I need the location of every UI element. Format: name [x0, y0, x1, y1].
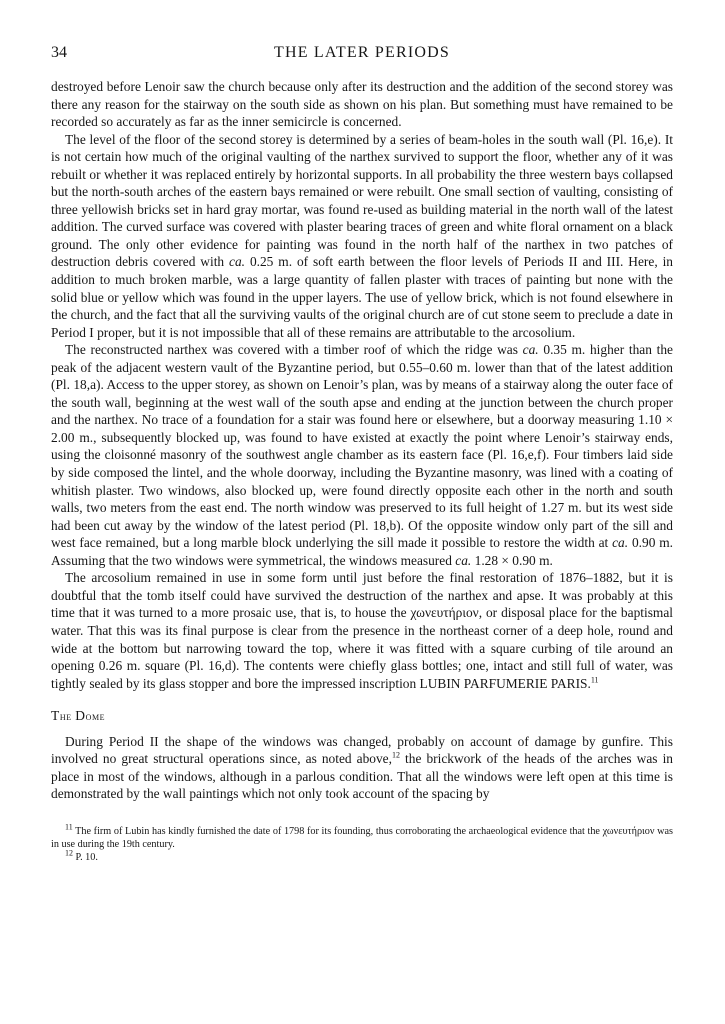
paragraph-1: destroyed before Lenoir saw the church because only after its destruction and the addition of the second storey was there any reason for the stairway on the south side as shown on his plan. But something must have remained to be recorded so accurately as far as the inner semicircle is concerned.: [51, 79, 673, 130]
paragraph-2: The level of the floor of the second storey is determined by a series of beam-holes in the south wall (Pl. 16,e). It is not certain how much of the original vaulting of the narthex survived to support the floor, whether any of it was rebuilt or whether it was replaced entirely by horizontal supports. In all probability the three western bays collapsed but the north-south arches of the eastern bays remained or were rebuilt. One small section of vaulting, consisting of three yellowish bricks set in hard gray mortar, was found re-used as building material in the north wall of the latest addition. The curved surface was covered with plaster bearing traces of green and white floral ornament on a black ground. The only other evidence for painting was found in the north half of the narthex in two patches of destruction debris covered with ca. 0.25 m. of soft earth between the floor levels of Periods II and III. Here, in addition to much broken marble, was a large quantity of fallen plaster with traces of painting but none with the solid blue or yellow which was found in the upper layers. The use of yellow brick, which is not found elsewhere in the church, and the fact that all the surviving vaults of the original church are of cut stone seem to preclude a date in Period I proper, but it is not impossible that all of these remains are attributable to the arcosolium.: [51, 131, 673, 340]
section-heading: The Dome: [51, 708, 106, 724]
footnote-ref-12[interactable]: 12: [391, 750, 400, 760]
footnote-11: $^{11}$ The firm of Lubin has kindly furnished the date of 1798 for its founding, thus corroborating the archaeological evidence that the χωνευτήριον was in use during the 19th century.: [51, 822, 673, 850]
paragraph-3: The reconstructed narthex was covered with a timber roof of which the ridge was ca. 0.35 m. higher than the peak of the adjacent western vault of the Byzantine period, but 0.55–0.60 m. lower than that of the latest addition (Pl. 18,a). Access to the upper storey, as shown on Lenoir’s plan, was by means of a stairway along the outer face of the south wall, beginning at the west wall of the south apse and ending at the junction between the church proper and the narthex. No trace of a foundation for a stair was found here or elsewhere, but a doorway measuring 1.10 × 2.00 m., subsequently blocked up, was found to have existed at exactly the point where Lenoir’s stairway ends, using the cloisonné masonry of the southwest angle chamber as its eastern face (Pl. 16,e,f). Four timbers laid side by side composed the lintel, and the whole doorway, including the Byzantine masonry, was lined with a coating of whitish plaster. Two windows, also blocked up, were found directly opposite each other in the north and south walls, two meters from the east end. The north window was preserved to its full height of 1.27 m. but its west side had been cut away by the window of the latest period (Pl. 18,b). Of the opposite window only part of the sill and west face remained, but a long marble block underlying the sill made it possible to restore the width at ca. 0.90 m. Assuming that the two windows were symmetrical, the windows measured ca. 1.28 × 0.90 m.: [51, 342, 673, 568]
footnote-12: $^{12}$ P. 10.: [65, 848, 98, 863]
running-head: THE LATER PERIODS: [274, 44, 450, 61]
page-header: [51, 44, 673, 70]
paragraph-4: The arcosolium remained in use in some form until just before the final restoration of 1876–1882, but it is doubtful that the tomb itself could have survived the destruction of the narthex and apse. It was probably at this time that it was turned to a more prosaic use, that is, to house the χωνευτήριον, or disposal place for the baptismal water. That this was its final purpose is clear from the presence in the northeast corner of a deep hole, round and wide at the bottom but narrowing toward the top, where it was fitted with a square curbing of tile around an opening 0.26 m. square (Pl. 16,d). The contents were chiefly glass bottles; one, intact and still full of water, was tightly sealed by its glass stopper and bore the impressed inscription LUBIN PARFUMERIE PARIS.$^{11}$: [51, 570, 673, 691]
body-text: [51, 78, 673, 803]
page-number: 34: [51, 44, 67, 61]
paragraph-5: During Period II the shape of the windows was changed, probably on account of damage by gunfire. This involved no great structural operations since, as noted above,$^{12}$ the brickwork of the heads of the arches was in place in most of the windows, although in a parlous condition. That all the windows were left open at this time is demonstrated by the wall paintings which not only took account of the spacing by: [51, 733, 673, 802]
footnotes: [51, 822, 673, 864]
footnote-ref-11[interactable]: 11: [590, 675, 599, 685]
page: [51, 44, 673, 864]
